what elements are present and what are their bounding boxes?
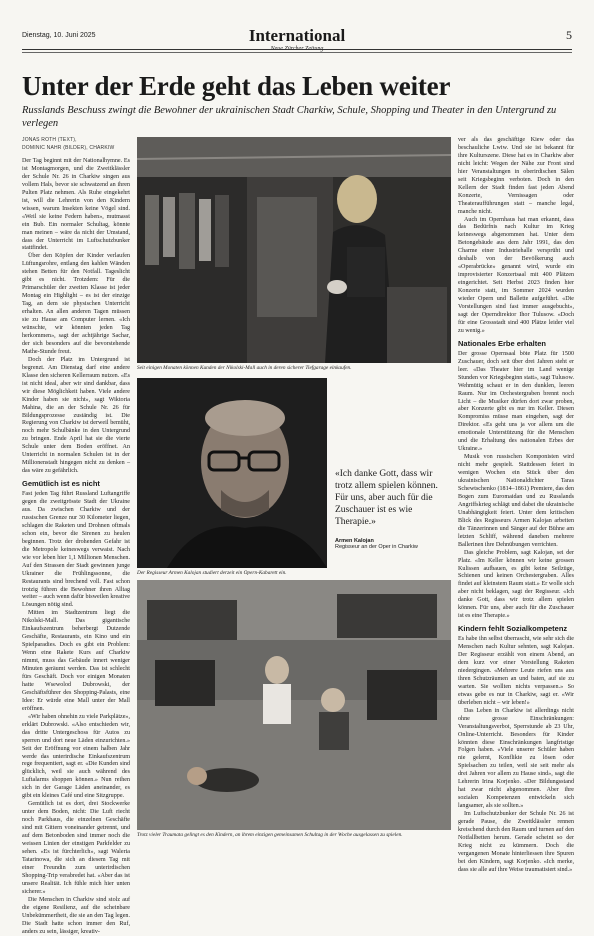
subheading: Nationales Erbe erhalten [458, 338, 546, 348]
quote-text: «Ich danke Gott, dass wir trotz allem spielen können. Für uns, aber auch für die Zuschauer ist es wie Therapie.» [335, 469, 438, 527]
subheading: Kindern fehlt Sozialkompetenz [458, 624, 568, 634]
paragraph: Fast jeden Tag führt Russland Luftangriffe gegen die zweitgrösste Stadt der Ukraine aus. Da zwischen Charkiw und der russischen Grenze nur 30 Kilometer liegen, schlagen die Raketen und Drohnen oftmals schon ein, bevor die Sirenen zu heulen beginnen. Trotz der drohenden Gefahr ist die Metropole keineswegs verwaist. Nach wie vor leben hier 1,1 Millionen Menschen. Auf den Strassen der Stadt gewinnen junge Ukrainer die Frühlingssonne, die Restaurants sind brechend voll. Fast schon trotzig führen die Bewohner ihren Alltag weiter – auch wenn dafür bisweilen kreative Lösungen nötig sind. [22, 491, 130, 609]
paragraph: Auch im Opernhaus hat man erkannt, dass das Bedürfnis nach Kultur im Krieg keineswegs abgenommen hat. Unter dem Betongebäude aus dem Jahr 1991, das den Charme einer Industriehalle versprüht und deshalb von der Bevölkerung auch «Operabrücke» genannt wird, wurde ein improvisierter Konzertsaal mit 400 Plätzen eingerichtet. Seit Herbst 2023 finden hier Konzerte statt, im Sommer 2024 wurden wieder Opern und Ballette aufgeführt. «Die Vorstellungen sind fast immer ausgebucht», sagt der Operndirektor Ihor Tulusow. «Doch für eine Grossstadt sind 400 Plätze leider viel zu wenig.» [458, 216, 574, 334]
paragraph: Es habe ihn selbst überrascht, wie sehr sich die Menschen nach Kultur sehnten, sagt Kalojan. Der Regisseur erzählt von einem Abend, an dem kurz vor einer Vorstellung Raketen niedergingen. «Mehrere Leute riefen uns aus ihren Schutzräumen an und baten, auf sie zu warten. Sie wollten nichts verpassen.» So etwas gebe es nur in Charkiw, sagt er. «Wir überleben nicht – wir leben!» [458, 636, 574, 706]
page-number: 5 [566, 28, 572, 42]
article-column-4 [458, 137, 574, 873]
quote-name: Armen Kalojan [335, 538, 374, 544]
byline-text: JONAS ROTH (TEXT), [22, 137, 77, 143]
issue-date: Dienstag, 10. Juni 2025 [22, 32, 96, 39]
caption-photo-3: Trotz vieler Traumata gelingt es den Kindern, an ihrem einzigen gemeinsamen Schultag in der Woche ausgelassen zu spielen. [137, 832, 403, 838]
caption-photo-1: Seit einigen Monaten können Kunden der Nikolski-Mall auch in deren sicherer Tiefgarage einkaufen. [137, 365, 352, 371]
paragraph: Über den Köpfen der Kinder verlaufen Lüftungsrohre, entlang den kahlen Wänden stehen Betten für den Notfall. Tageslicht gibt es nicht. Trotzdem: Für die Primarschüler der zweiten Klasse ist jeder Montag ein Highlight – es ist der einzige Tag, an dem sie physischen Unterricht erhalten. An allen anderen Tagen müssen sie zu Hause am Computer lernen. «Ich wünschte, wir könnten jeden Tag herkommen», sagt der achtjährige Sachar, der sich besonders auf die bevorstehende Mathe-Stunde freut. [22, 253, 130, 355]
photo-children-image [137, 580, 451, 830]
paragraph: Musik von russischen Komponisten wird nicht mehr gespielt. Stattdessen feiert in wenigen Wochen ein Stück über den ukrainischen Nationaldichter Taras Schewtschenko (1814–1861) Premiere, das den Bogen zum Euromaidan und zu Russlands Angriffskrieg schlägt und dabei die ukrainische Unabhängigkeit feiert. Unter dem kritischen Blick des Regisseurs Armen Kalojan arbeiten die Tänzerinnen und Sänger auf der Bühne am letzten Schliff, während daneben mehrere Ballerinen ihre Dehnübungen verrichten. [458, 454, 574, 548]
paragraph: Gemütlich ist es dort, drei Stockwerke unter dem Boden, nicht: Die Luft riecht noch Parkhaus, die einzelnen Geschäfte sind mit Gittern voneinander getrennt, und auf dem Betonboden sind immer noch die weissen Linien der einstigen Parkfelder zu sehen. «Es ist fürchterlich», sagt Waleria Tatarinowa, die sich an diesem Tag mit einer Freundin zum unterirdischen Shopping-Trip verabredet hat. «Aber das ist unsere Realität. Ich fühle mich hier unten sicherer.» [22, 801, 130, 895]
headline: Unter der Erde geht das Leben weiter [22, 71, 451, 101]
section-title: International [248, 26, 346, 45]
paragraph: Der grosse Opernsaal böte Platz für 1500 Zuschauer, doch seit über drei Jahren steht er leer. «Das Theater hier im Land wenige Stunden vor Kriegsbeginn statt», sagt Tulusow. Wehmütig schaut er in den dunklen, leeren Raum. Nur im Orchestergraben brennt noch Licht – die Musiker dürfen dort zwar proben, aber Konzerte gibt es nur im Keller. Diesen Kompromiss müsse man eingehen, sagt der Direktor. «Es geht uns ja vor allem um die emotionale Unterstützung für die Menschen und die Erhaltung des nationalen Erbes der Ukraine.» [458, 350, 574, 453]
header-rule [22, 49, 572, 50]
subheadline: Russlands Beschuss zwingt die Bewohner der ukrainischen Stadt Charkiw, Schule, Shopping und Theater in den Untergrund zu verlegen [22, 105, 557, 129]
paragraph: Der Tag beginnt mit der Nationalhymne. Es ist Montagmorgen, und die Zweitklässler der Schule Nr. 26 in Charkiw singen aus vollem Hals, bevor sie schwatzend an ihren Pulten Platz nehmen. Als Ruhe eingekehrt ist, will die Lehrerin von den Kindern wissen, warum Insekten keine Vögel sind. «Weil sie keine Federn haben», mutmasst ein Bub. Ein normaler Schultag, könnte man meinen – wäre da nicht der Umstand, dass der Unterricht im Luftschutzbunker stattfindet. [22, 158, 130, 252]
byline [22, 136, 114, 152]
byline-photo: DOMINIC NAHR (BILDER), CHARKIW [22, 145, 115, 151]
photo-mall-image [137, 137, 451, 363]
quote-role: Regisseur an der Oper in Charkiw [335, 544, 418, 550]
paragraph: ver als das geschäftige Kiew oder das beschauliche Lwiw. Und sie ist bekannt für ihre Kulturszene. Diese hat es in Charkiw aber nicht leicht: Wegen der Nähe zur Front sind hier Veranstaltungen in oberirdischen Sälen seit Kriegsbeginn verboten. Doch in den Kellern der Stadt finden fast jeden Abend Konzerte, Vernissagen oder Theateraufführungen statt – manche legal, manche nicht. [458, 137, 574, 215]
header-rule-thin [22, 52, 572, 53]
paragraph: Die Menschen in Charkiw sind stolz auf die eigene Resilienz, auf die scheinbare Unbekümmertheit, die sie an den Tag legen. Die Stadt hatte schon immer den Ruf, anders zu sein, lässiger, kreativ- [22, 896, 130, 935]
caption-photo-2: Der Regisseur Armen Kalojan studiert derzeit ein Opern-Kabarett ein. [137, 570, 287, 576]
photo-mall-shopping [137, 137, 451, 363]
paragraph: Das Leben in Charkiw ist allerdings nicht ohne grosse Einschränkungen: Veranstaltungsverbot, Sperrstunde ab 23 Uhr, Online-Unterricht. Besonders für Kinder könnten diese Einschränkungen langfristige Folgen haben. «Viele unserer Schüler haben nie gelernt, Konflikte zu lösen oder Spielsachen zu teilen, weil sie seit mehr als drei Jahren vor allem zu Hause sind», sagt die Lehrerin Irina Korjenko. «Der Bildungsstand hat zwar nicht abgenommen. Aber ihre sozialen Kompetenzen entwickeln sich langsamer, als sie sollten.» [458, 707, 574, 810]
paragraph: Mitten im Stadtzentrum liegt die Nikolski-Mall. Das gigantische Einkaufszentrum beherbergt Dutzende Geschäfte, Restaurants, ein Kino und ein Spielparadies. Doch es gibt ein Problem: Wenn eine Rakete Kurs auf Charkiw nimmt, muss das Gebäude innert weniger Minuten geräumt werden. Das ist schlecht fürs Geschäft. Doch vor einigen Monaten hatte Wsewolod Dubrowski, der Geschäftsführer des Shopping-Palasts, eine Idee: Er würde eine Mall unter der Mall eröffnen. [22, 610, 130, 712]
subheading: Gemütlich ist es nicht [22, 479, 100, 489]
photo-children-bunker [137, 580, 451, 830]
paragraph: Das gleiche Problem, sagt Kalojan, sei der Platz. «Im Keller können wir keine grossen Kulissen aufbauen, es gibt keine Seilzüge, Schienen und keinen Orchestergraben. Alles findet auf kleinstem Raum statt.» Er wolle sich aber nicht beklagen, sagt der Regisseur. «Ich danke Gott, dass wir trotz allem spielen können. Für uns, aber auch für die Zuschauer ist es eine Therapie.» [458, 549, 574, 620]
paragraph: Doch der Platz im Untergrund ist begrenzt. Am Dienstag darf eine andere Klasse den sicheren Kellerraum nutzen. «Es ist nicht ideal, aber wir sind dankbar, dass wir diese Möglichkeit haben. Viele andere Kinder haben sie nicht», sagt Wiktoria Mahina, die an der Schule Nr. 26 für Bildungsprozesse zuständig ist. Die Regierung von Charkiw ist derweil bemüht, noch mehr Schulbänke in den Untergrund zu bringen. Ende April hat sie die vierte Schule unter dem Boden eröffnet. An Unterricht in normalen Schulen ist in der Millionenstadt hingegen nicht zu denken – das wäre zu gefährlich. [22, 356, 130, 475]
paragraph: Im Luftschutzbunker der Schule Nr. 26 ist gerade Pause, die Zweitklässler rennen kreischend durch den Raum und turnen auf den Notfallbetten herum. Gerade scheint so der Krieg nicht zu kümmern. Doch die vergangenen Monate hinterliessen ihre Spuren bei den Kindern, sagt Korjenko. «Ich merke, dass sie alle auf ihre Weise traumatisiert sind.» [458, 811, 574, 873]
newspaper-name: Neue Zürcher Zeitung [270, 46, 324, 52]
pull-quote [335, 468, 447, 550]
photo-director-portrait [137, 378, 327, 568]
article-column-1 [22, 158, 130, 935]
photo-portrait-image [137, 378, 327, 568]
paragraph: «Wir haben ohnehin zu viele Parkplätze», erklärt Dubrowski. «Also entschieden wir, das dritte Untergeschoss für Autos zu sperren und dort neue Läden einzurichten.» Seit der Eröffnung vor einem halben Jahr werde das unterirdische Einkaufszentrum rege frequentiert, sagt er. «Die Kunden sind glücklich, weil sie auch während des Luftalarms shoppen können.» Nun reihen sich in der Garage Läden aneinander, es gibt ein kleines Café und eine Sitzgruppe. [22, 713, 130, 800]
